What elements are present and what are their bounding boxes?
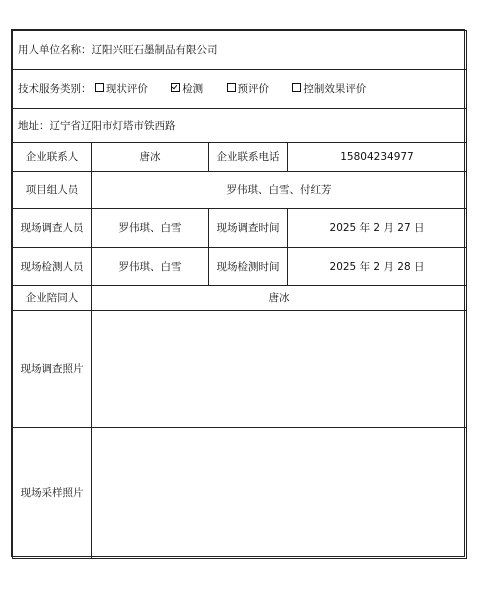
- contact-label: 企业联系人: [13, 143, 92, 172]
- address-row: [13, 109, 467, 143]
- service-type-label: 技术服务类别：: [18, 83, 92, 95]
- phone-label: 企业联系电话: [209, 143, 288, 172]
- service-type-row: [13, 70, 467, 109]
- option-current-evaluation[interactable]: [95, 82, 148, 96]
- checkbox-detection-checked[interactable]: [171, 83, 180, 92]
- survey-time-value: 2025 年 2 月 27 日: [288, 209, 467, 248]
- address-value: 辽宁省辽阳市灯塔市铁西路: [49, 119, 176, 132]
- detection-row: [13, 248, 467, 286]
- checkbox-control-effect-evaluation[interactable]: [292, 83, 301, 92]
- form-table: [12, 30, 467, 559]
- escort-row: [13, 286, 467, 311]
- contact-value: 唐冰: [92, 143, 209, 172]
- contact-row: [13, 143, 467, 172]
- address-label: 地址：: [18, 119, 50, 132]
- survey-staff-label: 现场调查人员: [13, 209, 92, 248]
- detection-staff-value: 罗伟琪、白雪: [92, 248, 209, 286]
- project-team-row: [13, 172, 467, 209]
- option-label: 检测: [182, 83, 204, 95]
- phone-value: 15804234977: [288, 143, 467, 172]
- detection-time-label: 现场检测时间: [209, 248, 288, 286]
- option-label: 控制效果评价: [303, 83, 367, 95]
- survey-staff-value: 罗伟琪、白雪: [92, 209, 209, 248]
- employer-cell: [13, 31, 467, 70]
- option-control-effect-evaluation[interactable]: [292, 82, 366, 96]
- option-label: 预评价: [237, 83, 270, 95]
- option-detection[interactable]: [171, 82, 203, 96]
- employer-value: 辽阳兴旺石墨制品有限公司: [91, 44, 218, 56]
- detection-time-value: 2025 年 2 月 28 日: [288, 248, 467, 286]
- option-pre-evaluation[interactable]: [227, 82, 270, 96]
- survey-row: [13, 209, 467, 248]
- project-team-value: 罗伟琪、白雪、付红芳: [92, 172, 467, 209]
- employer-row: [13, 31, 467, 70]
- survey-photos-area: [92, 311, 467, 428]
- project-team-label: 项目组人员: [13, 172, 92, 209]
- checkbox-pre-evaluation[interactable]: [227, 83, 236, 92]
- survey-photos-label: 现场调查照片: [13, 311, 92, 428]
- employer-label: 用人单位名称：: [18, 44, 92, 56]
- escort-label: 企业陪同人: [13, 286, 92, 311]
- sampling-photos-label: 现场采样照片: [13, 428, 92, 559]
- service-type-cell: [13, 70, 467, 109]
- sampling-photos-area: [92, 428, 467, 559]
- option-label: 现状评价: [105, 83, 148, 95]
- detection-staff-label: 现场检测人员: [13, 248, 92, 286]
- survey-time-label: 现场调查时间: [209, 209, 288, 248]
- record-form: [11, 29, 465, 557]
- checkbox-current-evaluation[interactable]: [95, 83, 104, 92]
- escort-value: 唐冰: [92, 286, 467, 311]
- sampling-photos-row: [13, 428, 467, 559]
- address-cell: [13, 109, 467, 143]
- survey-photos-row: [13, 311, 467, 428]
